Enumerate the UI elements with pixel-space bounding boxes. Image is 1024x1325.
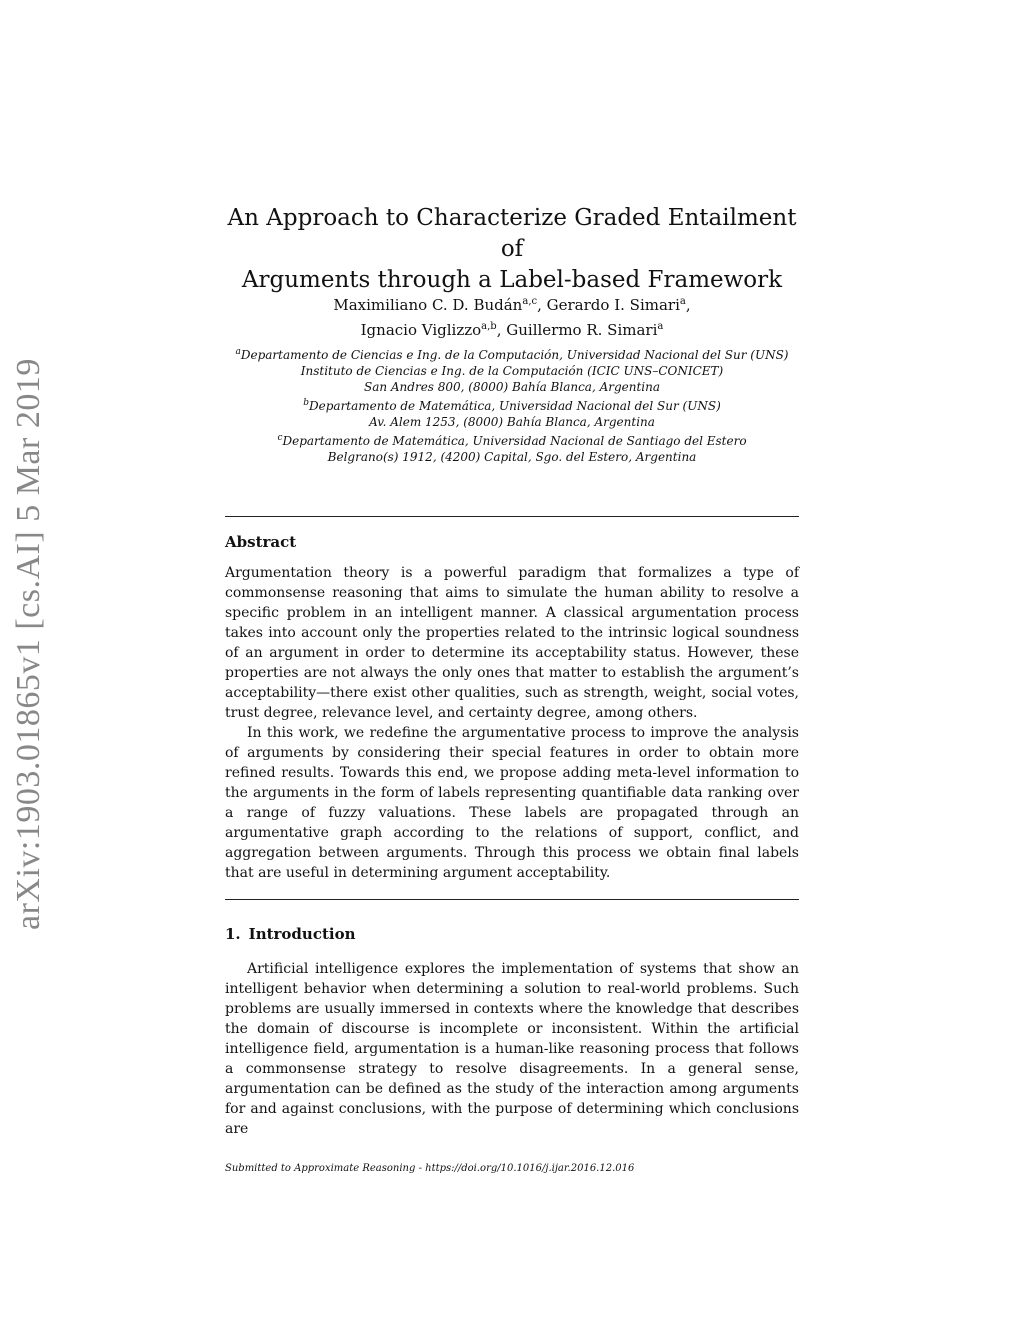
- abstract-bottom-rule: [225, 899, 799, 900]
- affiliation-mark: c: [277, 433, 283, 443]
- affiliation-line: $^a$Departamento de Ciencias e Ing. de la Computación, Universidad Nacional del Sur (UNS): [235, 347, 789, 362]
- introduction-heading: [225, 925, 356, 943]
- affiliation-mark: b: [303, 398, 310, 408]
- paper-title: [225, 203, 799, 296]
- submission-footer: Submitted to Approximate Reasoning - https://doi.org/10.1016/j.ijar.2016.12.016: [225, 1163, 635, 1174]
- affiliation-line: $^c$Departamento de Matemática, Universidad Nacional de Santiago del Estero: [277, 433, 747, 448]
- affiliation-line: Av. Alem 1253, (8000) Bahía Blanca, Argentina: [369, 415, 655, 429]
- affiliations: [225, 344, 799, 465]
- abstract-body: [225, 563, 799, 883]
- abstract-top-rule: [225, 516, 799, 517]
- abstract-paragraph-2: In this work, we redefine the argumentative process to improve the analysis of arguments by considering their special features in order to obtain more refined results. Towards this end, we propose adding meta-level information to the arguments in the form of labels representing quantifiable data ranking over a range of fuzzy valuations. These labels are propagated through an argumentative graph according to the relations of support, conflict, and aggregation between arguments. Through this process we obtain final labels that are useful in determining argument acceptability.: [225, 725, 799, 881]
- title-line-1: An Approach to Characterize Graded Entailment of: [227, 205, 797, 262]
- author-affiliation-mark: a,b: [481, 321, 497, 332]
- author-affiliation-mark: a: [679, 296, 686, 307]
- author-name: Guillermo R. Simari: [506, 321, 658, 339]
- author-line-2: Ignacio Viglizzo$^{a,b}$, Guillermo R. Simari$^a$: [360, 321, 664, 339]
- author-name: Maximiliano C. D. Budán: [333, 296, 523, 314]
- affiliation-line: Belgrano(s) 1912, (4200) Capital, Sgo. del Estero, Argentina: [327, 450, 697, 464]
- arxiv-identifier-stamp: arXiv:1903.01865v1 [cs.AI] 5 Mar 2019: [10, 358, 47, 930]
- section-title: Introduction: [248, 925, 356, 943]
- affiliation-mark: a: [235, 347, 241, 357]
- abstract-heading: Abstract: [225, 533, 297, 551]
- affiliation-line: $^b$Departamento de Matemática, Universidad Nacional del Sur (UNS): [303, 398, 721, 413]
- affiliation-line: Instituto de Ciencias e Ing. de la Computación (ICIC UNS–CONICET): [300, 364, 724, 378]
- author-name: Gerardo I. Simari: [546, 296, 680, 314]
- author-affiliation-mark: a: [657, 321, 664, 332]
- introduction-paragraph-1: Artificial intelligence explores the implementation of systems that show an intelligent behavior when determining a solution to real-world problems. Such problems are usually immersed in contexts where the knowledge that describes the domain of discourse is incomplete or inconsistent. Within the artificial intelligence field, argumentation is a human-like reasoning process that follows a commonsense strategy to resolve disagreements. In a general sense, argumentation can be defined as the study of the interaction among arguments for and against conclusions, with the purpose of determining which conclusions are: [225, 961, 799, 1137]
- affiliation-line: San Andres 800, (8000) Bahía Blanca, Argentina: [363, 380, 661, 394]
- title-line-2: Arguments through a Label-based Framework: [241, 267, 783, 293]
- author-affiliation-mark: a,c: [522, 296, 538, 307]
- abstract-paragraph-1: Argumentation theory is a powerful paradigm that formalizes a type of commonsense reasoning that aims to simulate the human ability to resolve a specific problem in an intelligent manner. A classical argumentation process takes into account only the properties related to the intrinsic logical soundness of an argument in order to determine its acceptability status. However, these properties are not always the only ones that matter to establish the argument’s acceptability—there exist other qualities, such as strength, weight, social votes, trust degree, relevance level, and certainty degree, among others.: [225, 565, 799, 721]
- author-name: Ignacio Viglizzo: [360, 321, 482, 339]
- author-list: [225, 291, 799, 341]
- author-line-1: Maximiliano C. D. Budán$^{a,c}$, Gerardo I. Simari$^a$,: [333, 296, 691, 314]
- section-number: 1.: [225, 925, 241, 943]
